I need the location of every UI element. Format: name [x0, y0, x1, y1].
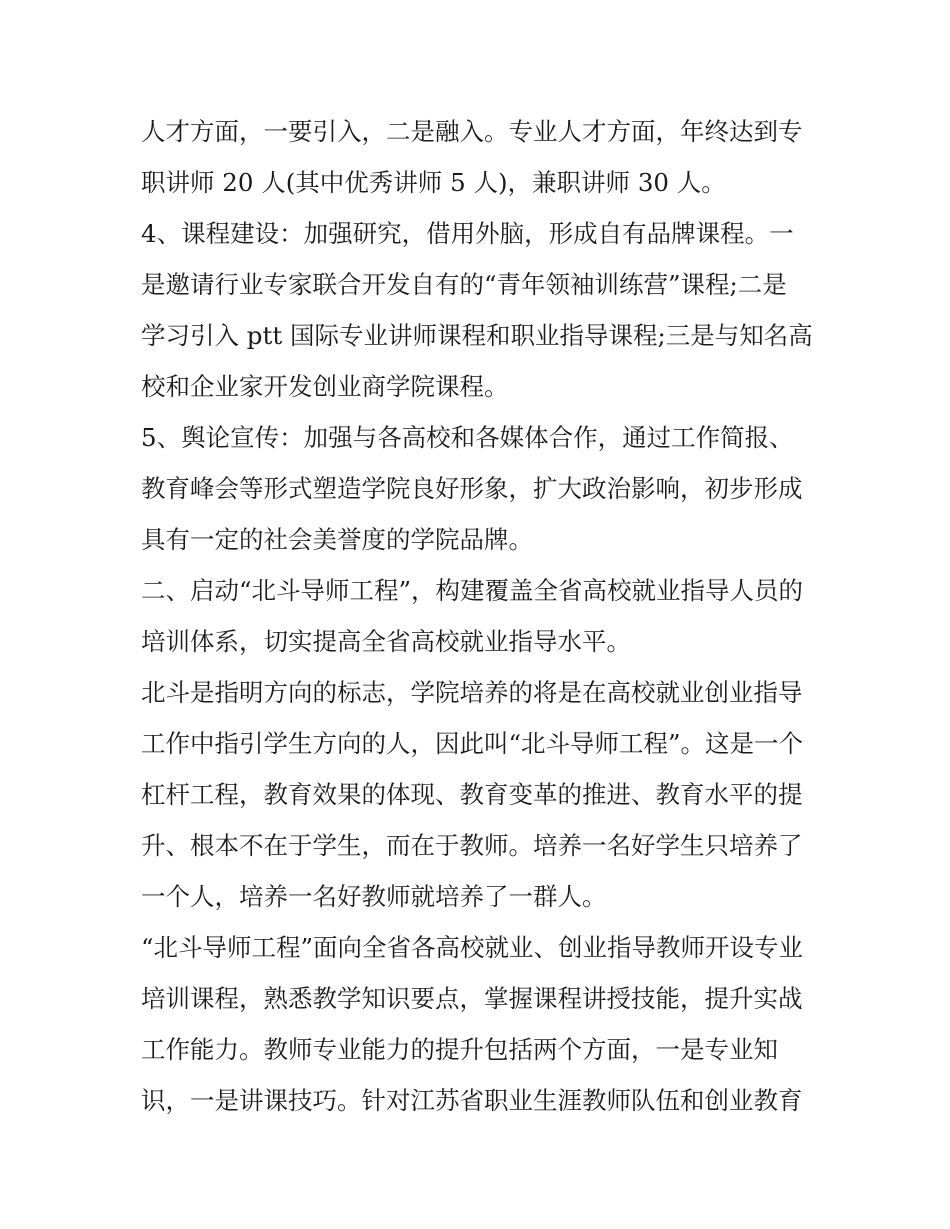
text-line: 一个人，培养一名好教师就培养了一群人。: [141, 882, 607, 911]
section-heading: 二、启动“北斗导师工程”，构建覆盖全省高校就业指导人员的: [141, 576, 804, 605]
text-line: 工作中指引学生方向的人，因此叫“北斗导师工程”。这是一个: [141, 729, 804, 758]
text-line: 教育峰会等形式塑造学院良好形象，扩大政治影响，初步形成: [141, 474, 803, 503]
text-line: 北斗是指明方向的标志，学院培养的将是在高校就业创业指导: [141, 678, 803, 707]
text-line: 人才方面，一要引入，二是融入。专业人才方面，年终达到专: [141, 117, 803, 146]
text-line: 工作能力。教师专业能力的提升包括两个方面，一是专业知: [141, 1035, 778, 1064]
text-line: 杠杆工程，教育效果的体现、教育变革的推进、教育水平的提: [141, 780, 803, 809]
document-body: [141, 106, 817, 1126]
text-line: 校和企业家开发创业商学院课程。: [141, 372, 509, 401]
text-line: 5、舆论宣传：加强与各高校和各媒体合作，通过工作简报、: [141, 423, 794, 452]
text-line: 识，一是讲课技巧。针对江苏省职业生涯教师队伍和创业教育: [141, 1086, 803, 1115]
text-line: 具有一定的社会美誉度的学院品牌。: [141, 525, 533, 554]
text-line: 学习引入 ptt 国际专业讲师课程和职业指导课程;三是与知名高: [141, 321, 813, 350]
text-line: 4、课程建设：加强研究，借用外脑，形成自有品牌课程。一: [141, 219, 794, 248]
text-line: “北斗导师工程”面向全省各高校就业、创业指导教师开设专业: [141, 933, 804, 962]
section-heading: 培训体系，切实提高全省高校就业指导水平。: [141, 627, 631, 656]
text-line: 升、根本不在于学生，而在于教师。培养一名好学生只培养了: [141, 831, 803, 860]
text-line: 职讲师 20 人(其中优秀讲师 5 人)，兼职讲师 30 人。: [141, 168, 726, 197]
text-line: 是邀请行业专家联合开发自有的“青年领袖训练营”课程;二是: [141, 270, 787, 299]
text-line: 培训课程，熟悉教学知识要点，掌握课程讲授技能，提升实战: [141, 984, 803, 1013]
